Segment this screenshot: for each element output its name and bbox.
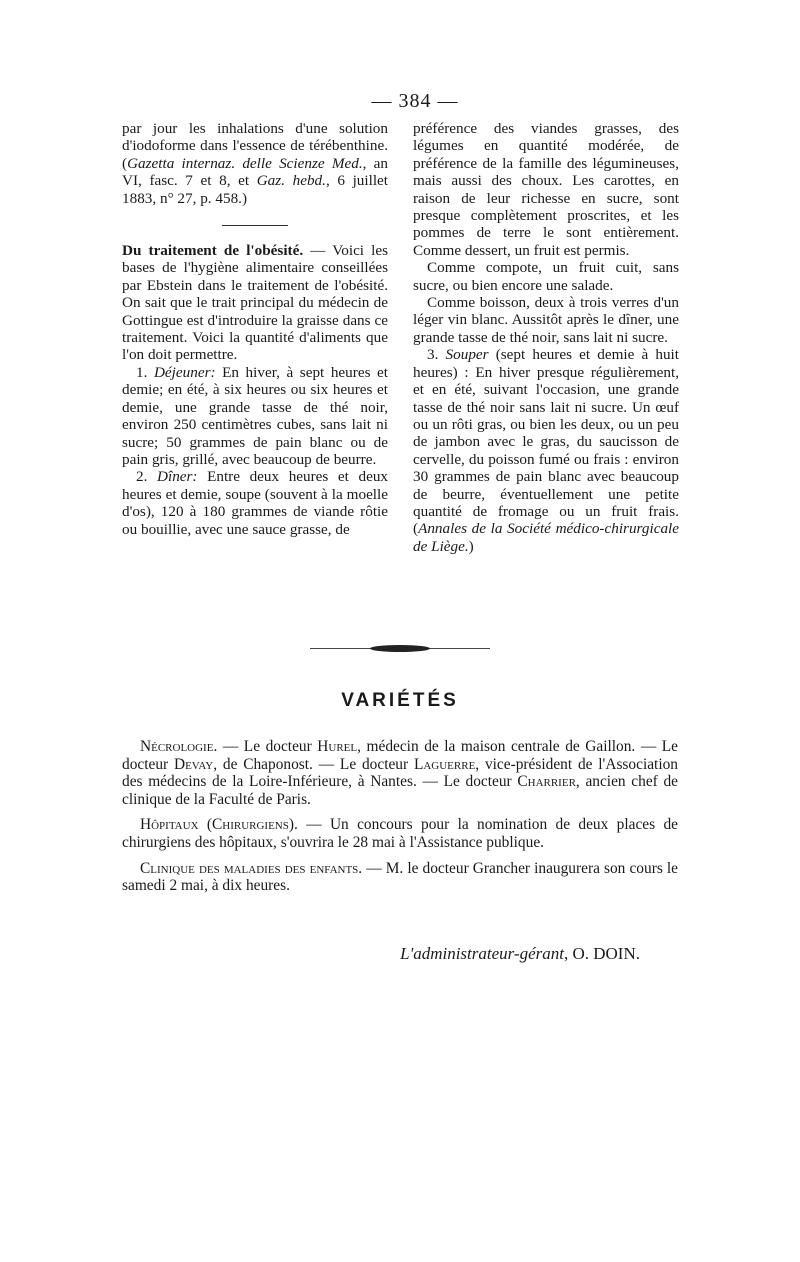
clinique-paragraph <box>122 860 678 895</box>
intro-text-2: , an VI, fasc. 7 et 8, et <box>122 154 388 190</box>
item2-text: Entre deux heures et deux heures et demie, soupe (souvent à la moelle d'os), 120 à 180 grammes de viande rôtie ou bouillie, avec une sauce grasse, de <box>122 468 389 538</box>
varietes-section <box>122 738 678 903</box>
necrologie-text-1: — Le docteur <box>217 738 318 755</box>
right-para-3: Comme boisson, deux à trois verres d'un léger vin blanc. Aussitôt après le dîner, une grande tasse de thé noir, sans lait ni sucre. <box>413 294 679 346</box>
name-laguerre: Laguerre <box>413 755 476 773</box>
obesity-paragraph <box>122 242 388 364</box>
item3-label: Souper <box>445 346 489 364</box>
clinique-label: Clinique des maladies des enfants. <box>140 859 363 877</box>
item1-label: Déjeuner: <box>153 363 216 381</box>
name-devay: Devay <box>173 755 214 773</box>
signature-name: , O. DOIN. <box>563 944 640 963</box>
item-diner <box>122 468 388 538</box>
ornamental-divider <box>310 645 490 653</box>
signature <box>300 944 640 964</box>
name-hurel: Hurel <box>317 738 358 755</box>
hopitaux-label: Hôpitaux (Chirurgiens). <box>140 816 298 834</box>
necrologie-text-5: , ancien chef de clinique de la Faculté de Paris. <box>122 773 679 808</box>
right-para-2: Comme compote, un fruit cuit, sans sucre, ou bien encore une salade. <box>413 259 679 294</box>
necrologie-label: Nécrologie. <box>140 738 218 755</box>
item-dejeuner <box>122 364 388 468</box>
section-text: — Voici les bases de l'hygiène alimentaire conseillées par Ebstein dans le traitement de l'obésité. On sait que le trait principal du médecin de Gottingue est d'introduire la graisse dans ce traitement. Voici la quantité d'aliments que l'on doit permettre. <box>122 242 388 364</box>
name-charrier: Charrier <box>517 773 576 791</box>
item2-label: Dîner: <box>157 468 198 486</box>
hopitaux-paragraph <box>122 816 678 851</box>
necrologie-paragraph <box>122 738 678 808</box>
varietes-heading: VARIÉTÉS <box>341 690 459 711</box>
item-souper <box>413 346 679 555</box>
item1-number: 1. <box>136 363 148 381</box>
item1-text: En hiver, à sept heures et demie; en été, à six heures ou six heures et demie, une grande tasse de thé noir, environ 250 centimètres cubes, sans lait ni sucre; 50 grammes de pain blanc ou de pain gris, grillé, avec beaucoup de beurre. <box>122 363 389 468</box>
intro-text-3: , 6 juillet 1883, n° 27, p. 458.) <box>122 172 389 207</box>
necrologie-text-3: , de Chaponost. — Le docteur <box>213 755 414 773</box>
necrologie-text-4: , vice-président de l'Association des médecins de la Loire-Inférieure, à Nantes. — Le docteur <box>122 755 679 791</box>
section-divider <box>222 225 288 226</box>
item2-number: 2. <box>136 468 148 486</box>
right-column <box>413 120 679 555</box>
section-title-obesity: Du traitement de l'obésité. <box>122 242 304 260</box>
citation-gaz-hebd: Gaz. hebd. <box>256 172 326 190</box>
left-column <box>122 120 388 538</box>
citation-annales: Annales de la Société médico-chirurgicale de Liège. <box>413 520 679 555</box>
hopitaux-text: — Un concours pour la nomination de deux places de chirurgiens des hôpitaux, s'ouvrira le 28 mai à l'Assistance publique. <box>122 816 678 851</box>
intro-paragraph <box>122 120 388 207</box>
necrologie-text-2: , médecin de la maison centrale de Gaillon. — Le docteur <box>122 738 679 773</box>
page-number: — 384 — <box>371 90 459 112</box>
signature-title: L'administrateur-gérant <box>400 944 564 963</box>
intro-text: par jour les inhalations d'une solution d'iodoforme dans l'essence de térébenthine. ( <box>122 120 388 172</box>
item3-end: ) <box>468 537 474 555</box>
clinique-text: — M. le docteur Grancher inaugurera son cours le samedi 2 mai, à dix heures. <box>122 859 679 895</box>
item3-text: (sept heures et demie à huit heures) : En hiver presque régulièrement, et en été, suivant l'occasion, une grande tasse de thé noir sans lait ni sucre. Un œuf ou un rôti gras, ou bien les deux, ou un peu de jambon avec le gras, du saucisson de cervelle, du poisson fumé ou frais : environ 30 grammes de pain blanc avec beaucoup de beurre, éventuellement une petite quantité de fromage ou un fruit frais. ( <box>413 346 679 538</box>
right-para-1: préférence des viandes grasses, des légumes en quantité modérée, de préférence de la famille des légumineuses, mais aussi des choux. Les carottes, en raison de leur richesse en sucre, sont presque complètement proscrites, et les pommes de terre le sont entièrement. Comme dessert, un fruit est permis. <box>413 120 679 259</box>
ornament-center <box>370 645 430 652</box>
citation-gazetta: Gazetta internaz. delle Scienze Med. <box>127 154 363 172</box>
item3-number: 3. <box>427 346 439 364</box>
